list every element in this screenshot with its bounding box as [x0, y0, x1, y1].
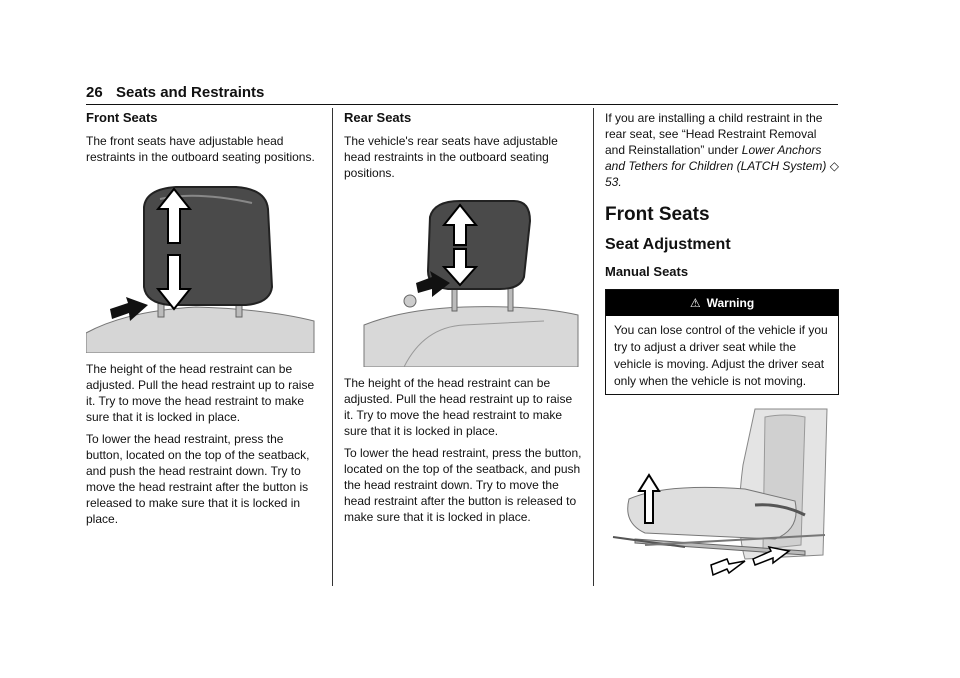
section-title: Seats and Restraints — [116, 84, 265, 101]
warning-title: Warning — [706, 296, 755, 310]
column-seat-adjustment — [605, 110, 839, 585]
warning-icon: ⚠ — [689, 296, 701, 310]
front-seats-heading: Front Seats — [86, 110, 158, 125]
page-number: 26 — [86, 84, 103, 101]
warning-box — [605, 289, 839, 395]
front-head-restraint-illustration — [86, 183, 316, 353]
column-divider — [332, 108, 333, 586]
front-seats-intro: The front seats have adjustable head restraints in the outboard seating positions. — [86, 134, 315, 164]
front-seats-raise-text: The height of the head restraint can be adjusted. Pull the head restraint up to raise it. Try to move the head restraint to make sure that it is locked in place. — [86, 362, 315, 424]
rear-seats-heading: Rear Seats — [344, 110, 412, 125]
front-seats-title: Front Seats — [605, 204, 710, 225]
seat-adjustment-title: Seat Adjustment — [605, 236, 731, 253]
page-reference[interactable]: 53. — [605, 175, 622, 189]
child-restraint-note: If you are installing a child restraint in the rear seat, see “Head Restraint Removal and Reinstallation” under Lower Anchors and Tethers for Children (LATCH System) ◇ 53. — [605, 111, 839, 189]
column-front-seats — [86, 110, 320, 533]
rear-seats-lower-text: To lower the head restraint, press the button, located on the top of the seatback, and push the head restraint down. Try to move the head restraint after the button is released to make sure that it is locked in place. — [344, 446, 582, 524]
column-divider — [593, 108, 594, 586]
warning-text: You can lose control of the vehicle if you try to adjust a driver seat while the vehicle is moving. Adjust the driver seat only when the vehicle is not moving. — [614, 323, 828, 388]
manual-seats-title: Manual Seats — [605, 264, 689, 279]
manual-seat-illustration — [605, 405, 835, 585]
warning-header — [606, 290, 838, 316]
page-header — [86, 83, 838, 105]
column-rear-seats — [344, 110, 582, 531]
page-ref-icon: ◇ — [829, 159, 839, 173]
latch-reference[interactable]: Lower Anchors and Tethers for Children (LATCH System) — [605, 143, 827, 173]
rear-head-restraint-illustration — [344, 197, 580, 367]
front-seats-lower-text: To lower the head restraint, press the button, located on the top of the seatback, and push the head restraint down. Try to move the head restraint after the button is released to make sure that it is locked in place. — [86, 432, 310, 526]
rear-seats-raise-text: The height of the head restraint can be adjusted. Pull the head restraint up to raise it. Try to move the head restraint to make sure that it is locked in place. — [344, 376, 573, 438]
rear-seats-intro: The vehicle's rear seats have adjustable head restraints in the outboard seating positions. — [344, 134, 558, 180]
